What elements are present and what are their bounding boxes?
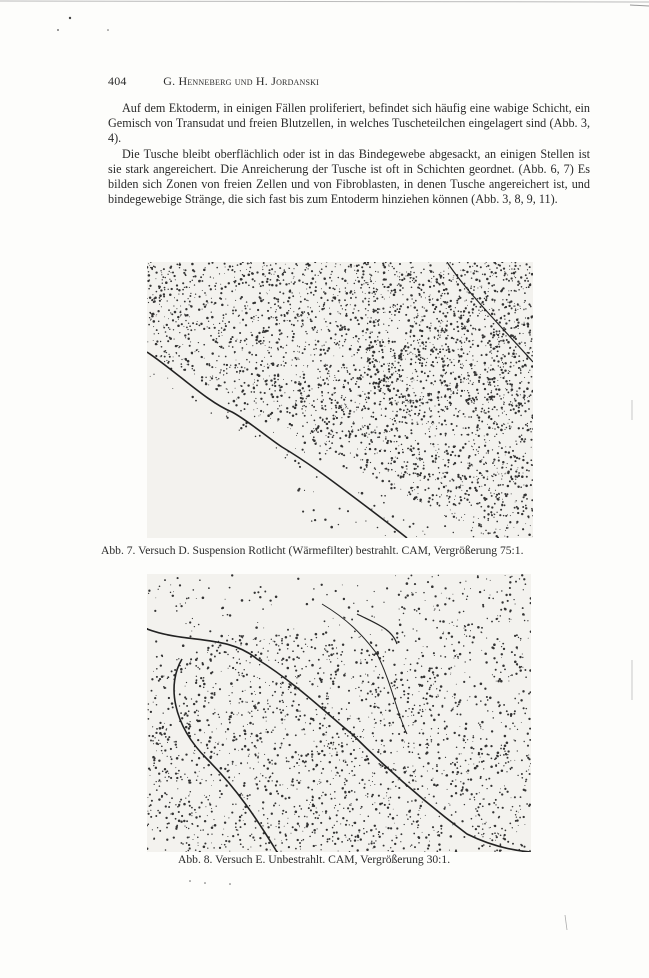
page-number: 404 (108, 74, 127, 88)
body-text (108, 101, 590, 207)
figure-8-micrograph (147, 574, 531, 852)
paragraph: Die Tusche bleibt oberflächlich oder ist in das Bindegewebe abgesackt, an einigen Stellen ist sie stark angereichert. Die Anreicherung der Tusche ist oft in Schichten geordnet. (Abb. 6, 7) Es bilden sich Zonen von freien Zellen und von Fibroblasten, in denen Tusche angereichert ist, und bindegewebige Stränge, die sich fast bis zum Entoderm hinziehen können (Abb. 3, 8, 9, 11). (108, 146, 590, 207)
figure-7-micrograph (147, 262, 533, 538)
figure-8-caption: Abb. 8. Versuch E. Unbestrahlt. CAM, Vergrößerung 30:1. (178, 853, 451, 866)
running-header-authors: G. Henneberg und H. Jordanski (163, 74, 320, 88)
running-header (108, 74, 319, 89)
paragraph: Auf dem Ektoderm, in einigen Fällen proliferiert, befindet sich häufig eine wabige Schicht, ein Gemisch von Transudat und freien Blutzellen, in welches Tuscheteilchen eingelagert sind (Abb. 3, 4). (108, 101, 590, 146)
figure-7-caption: Abb. 7. Versuch D. Suspension Rotlicht (Wärmefilter) bestrahlt. CAM, Vergrößerung 75:1. (101, 544, 524, 557)
micrograph-image (147, 262, 533, 538)
micrograph-image (147, 574, 531, 852)
